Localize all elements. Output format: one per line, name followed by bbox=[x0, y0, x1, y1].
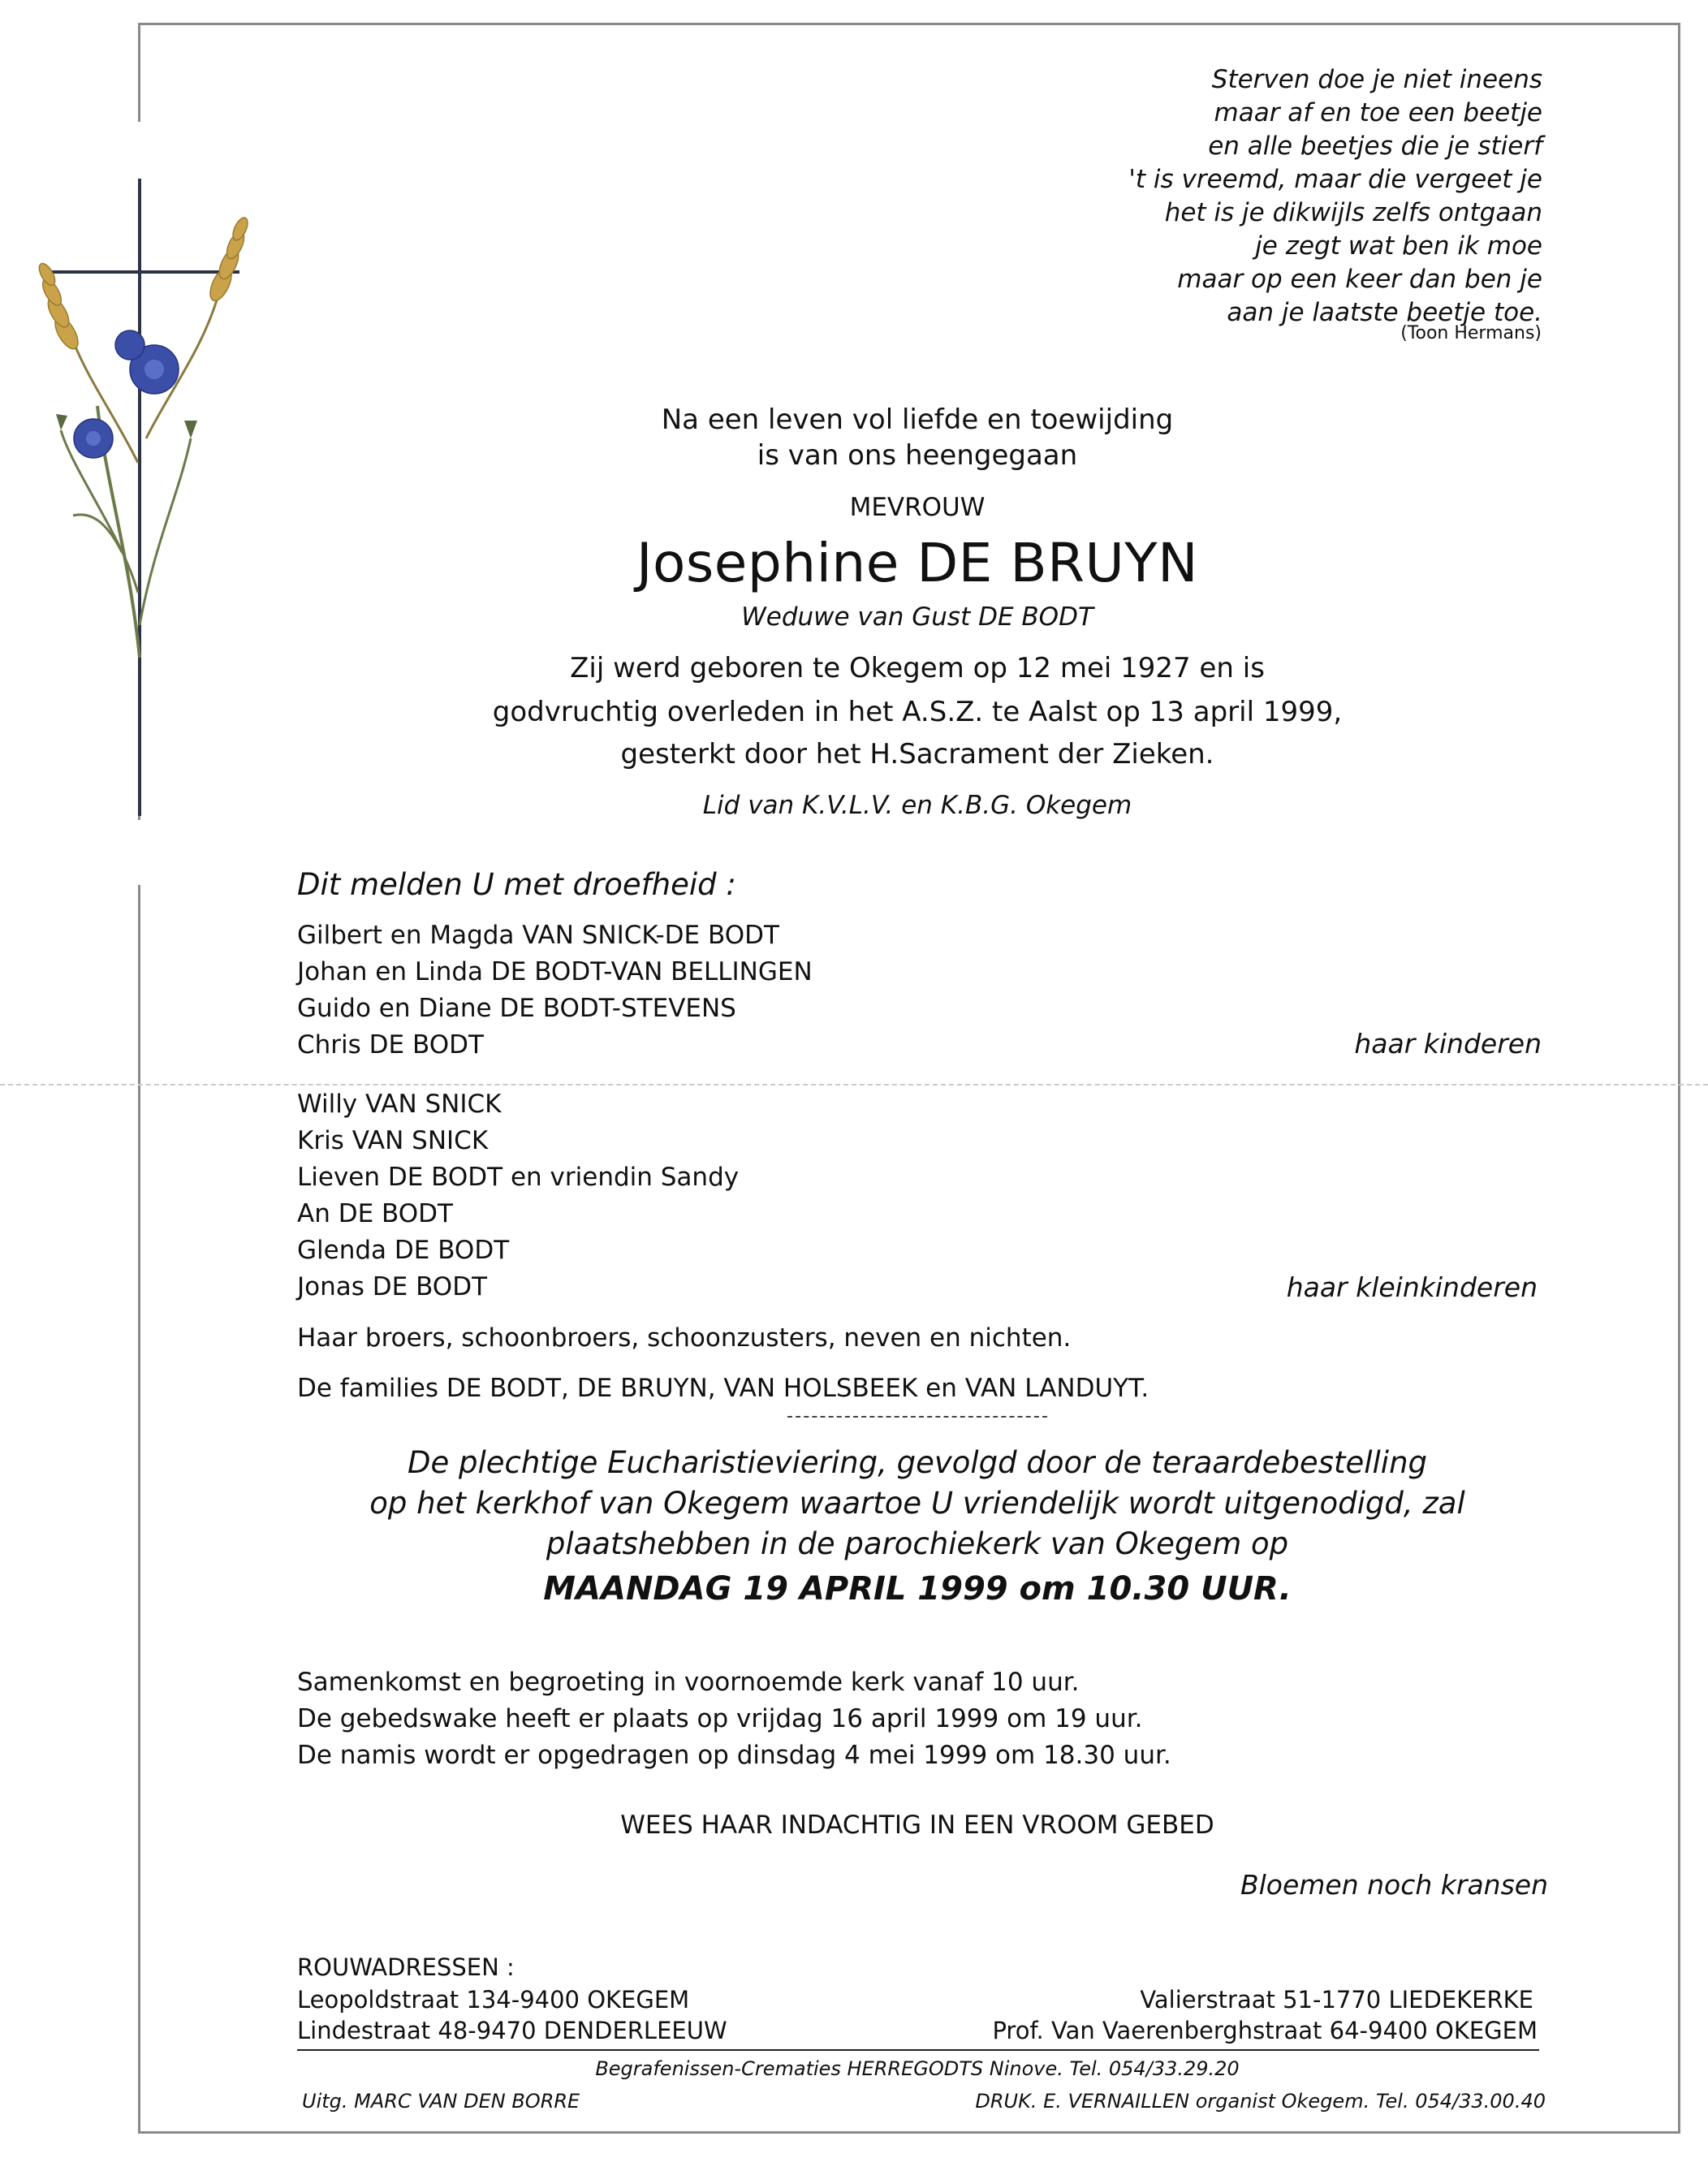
life-line: Zij werd geboren te Okegem op 12 mei 1927 en is bbox=[570, 652, 1265, 684]
relatives-line: Haar broers, schoonbroers, schoonzusters, neven en nichten. bbox=[297, 1323, 1072, 1353]
printer: DRUK. E. VERNAILLEN organist Okegem. Tel. 054/33.00.40 bbox=[975, 2090, 1546, 2113]
publisher: Uitg. MARC VAN DEN BORRE bbox=[302, 2090, 580, 2113]
list-item: Kris VAN SNICK bbox=[297, 1126, 489, 1155]
info-line: De namis wordt er opgedragen op dinsdag 4 mei 1999 om 18.30 uur. bbox=[297, 1741, 1171, 1770]
poem-line: je zegt wat ben ik moe bbox=[1255, 231, 1542, 261]
list-item: Chris DE BODT bbox=[297, 1030, 484, 1060]
poem-line: en alle beetjes die je stierf bbox=[1208, 132, 1542, 161]
remember-line: WEES HAAR INDACHTIG IN EEN VROOM GEBED bbox=[620, 1811, 1214, 1840]
families-line: De families DE BODT, DE BRUYN, VAN HOLSBEEK en VAN LANDUYT. bbox=[297, 1374, 1149, 1403]
grandchildren-list bbox=[297, 1086, 739, 1306]
fold-line bbox=[0, 1084, 1708, 1086]
grandchildren-label: haar kleinkinderen bbox=[1286, 1271, 1538, 1303]
poem-line: het is je dikwijls zelfs ontgaan bbox=[1164, 198, 1542, 227]
service-date: MAANDAG 19 APRIL 1999 om 10.30 UUR. bbox=[543, 1570, 1292, 1608]
children-list bbox=[297, 917, 813, 1064]
list-item: Jonas DE BODT bbox=[297, 1272, 487, 1301]
service-line: op het kerkhof van Okegem waartoe U vriendelijk wordt uitgenodigd, zal bbox=[369, 1486, 1465, 1521]
address-right-2: Prof. Van Vaerenberghstraat 64-9400 OKEGEM bbox=[992, 2017, 1538, 2044]
list-item: Willy VAN SNICK bbox=[297, 1090, 502, 1119]
poem-line: Sterven doe je niet ineens bbox=[1211, 65, 1542, 94]
service-line: De plechtige Eucharistieviering, gevolgd door de teraardebestelling bbox=[407, 1445, 1428, 1480]
list-item: Johan en Linda DE BODT-VAN BELLINGEN bbox=[297, 957, 813, 986]
footer-rule bbox=[297, 2049, 1539, 2051]
cornflower-icon bbox=[56, 330, 197, 658]
list-item: Glenda DE BODT bbox=[297, 1236, 510, 1265]
list-item: Lieven DE BODT en vriendin Sandy bbox=[297, 1163, 740, 1192]
life-line: gesterkt door het H.Sacrament der Zieken. bbox=[620, 738, 1214, 770]
membership: Lid van K.V.L.V. en K.B.G. Okegem bbox=[702, 791, 1132, 820]
poem-line: aan je laatste beetje toe. bbox=[1227, 298, 1542, 327]
undertaker: Begrafenissen-Crematies HERREGODTS Ninove. Tel. 054/33.29.20 bbox=[595, 2057, 1240, 2080]
children-label: haar kinderen bbox=[1354, 1028, 1542, 1060]
list-item: An DE BODT bbox=[297, 1199, 453, 1228]
announce-heading: Dit melden U met droefheid : bbox=[297, 867, 736, 902]
poem-line: 't is vreemd, maar die vergeet je bbox=[1128, 165, 1542, 194]
list-item: Gilbert en Magda VAN SNICK-DE BODT bbox=[297, 921, 779, 950]
poem-author: (Toon Hermans) bbox=[1400, 323, 1542, 343]
addresses-label: ROUWADRESSEN : bbox=[297, 1953, 515, 1981]
separator bbox=[787, 1416, 1047, 1418]
address-left-1: Leopoldstraat 134-9400 OKEGEM bbox=[297, 1986, 690, 2014]
flowers-note: Bloemen noch kransen bbox=[1240, 1869, 1548, 1901]
poem-line: maar op een keer dan ben je bbox=[1177, 265, 1542, 294]
intro-line: is van ons heengegaan bbox=[757, 439, 1078, 472]
poem bbox=[1128, 63, 1542, 330]
list-item: Guido en Diane DE BODT-STEVENS bbox=[297, 994, 736, 1023]
service-line: plaatshebben in de parochiekerk van Okegem op bbox=[546, 1526, 1289, 1561]
address-left-2: Lindestraat 48-9470 DENDERLEEUW bbox=[297, 2017, 727, 2044]
address-right-1: Valierstraat 51-1770 LIEDEKERKE bbox=[1140, 1986, 1533, 2014]
info-block bbox=[297, 1664, 1171, 1774]
cross-with-flowers bbox=[16, 170, 252, 820]
intro-line: Na een leven vol liefde en toewijding bbox=[661, 404, 1174, 436]
poem-line: maar af en toe een beetje bbox=[1214, 98, 1542, 127]
info-line: De gebedswake heeft er plaats op vrijdag 16 april 1999 om 19 uur. bbox=[297, 1704, 1143, 1733]
info-line: Samenkomst en begroeting in voornoemde kerk vanaf 10 uur. bbox=[297, 1668, 1080, 1697]
border-gap bbox=[130, 820, 146, 885]
title: MEVROUW bbox=[849, 493, 986, 522]
cross-icon bbox=[45, 179, 239, 816]
life-line: godvruchtig overleden in het A.S.Z. te Aalst op 13 april 1999, bbox=[492, 696, 1343, 728]
deceased-name: Josephine DE BRUYN bbox=[636, 532, 1198, 594]
widow-line: Weduwe van Gust DE BODT bbox=[741, 602, 1093, 632]
